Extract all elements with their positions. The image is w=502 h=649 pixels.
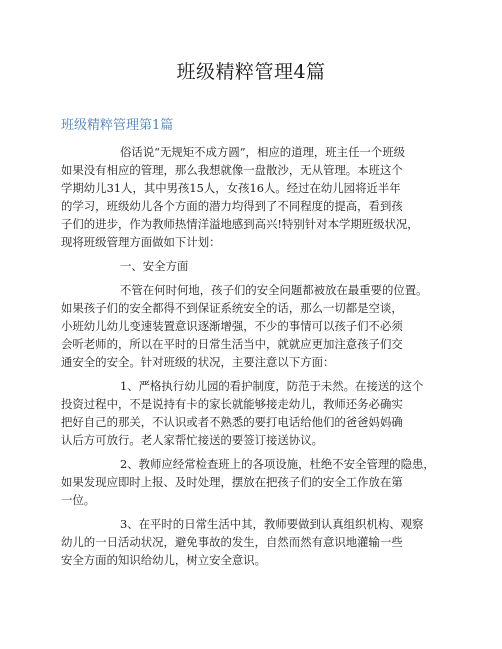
paragraph-line: 学期幼儿31人，其中男孩15人，女孩16人。经过在幼儿园将近半年 bbox=[61, 181, 401, 195]
paragraph-line: 2、教师应经常检查班上的各项设施，杜绝不安全管理的隐患， bbox=[120, 457, 435, 471]
paragraph-line: 安全方面的知识给幼儿，树立安全意识。 bbox=[61, 553, 267, 567]
section-heading: 班级精粹管理第1篇 bbox=[61, 118, 174, 133]
paragraph-line: 通安全的安全。针对班级的状况，主要注意以下方面： bbox=[61, 355, 335, 369]
paragraph-line: 不管在何时何地，孩子们的安全问题都被放在最重要的位置。 bbox=[120, 283, 428, 297]
paragraph-line: 如果发现应即时上报、及时处理，摆放在把孩子们的安全工作放在第 bbox=[61, 475, 403, 489]
paragraph-line: 如果孩子们的安全都得不到保证系统安全的话，那么一切都是空谈， bbox=[61, 301, 403, 315]
paragraph-line: 会听老师的，所以在平时的日常生活当中，就就应更加注意孩子们交 bbox=[61, 337, 403, 351]
paragraph-line: 投资过程中，不是说持有卡的家长就能够接走幼儿，教师还务必确实 bbox=[61, 397, 403, 411]
paragraph-line: 把好自己的那关，不认识或者不熟悉的要打电话给他们的爸爸妈妈确 bbox=[61, 415, 403, 429]
paragraph-line: 认后方可放行。老人家帮忙接送的要签订接送协议。 bbox=[61, 433, 323, 447]
paragraph-line: 现将班级管理方面做如下计划： bbox=[61, 235, 221, 249]
paragraph-line: 子们的进步，作为教师热情洋溢地感到高兴!特别针对本学期班级状况， bbox=[61, 217, 419, 231]
paragraph-line: 1、严格执行幼儿园的看护制度，防范于未然。在接送的这个 bbox=[120, 379, 424, 393]
document-title: 班级精粹管理4篇 bbox=[176, 61, 326, 83]
paragraph-line: 的学习，班级幼儿各个方面的潜力均得到了不同程度的提高，看到孩 bbox=[61, 199, 403, 213]
paragraph-line: 小班幼儿幼儿变速装置意识逐渐增强，不少的事情可以孩子们不必须 bbox=[61, 319, 403, 333]
paragraph-line: 如果没有相应的管理，那么我想就像一盘散沙，无从管理。本班这个 bbox=[61, 163, 403, 177]
paragraph-line: 幼儿的一日活动状况，避免事故的发生，自然而然有意识地灌输一些 bbox=[61, 535, 403, 549]
paragraph-line: 俗话说“无规矩不成方圆”，相应的道理，班主任一个班级 bbox=[120, 145, 406, 159]
paragraph-line: 一位。 bbox=[61, 493, 96, 507]
subsection-heading: 一、安全方面 bbox=[120, 259, 189, 273]
paragraph-line: 3、在平时的日常生活中其，教师要做到认真组织机构、观察 bbox=[120, 517, 424, 531]
